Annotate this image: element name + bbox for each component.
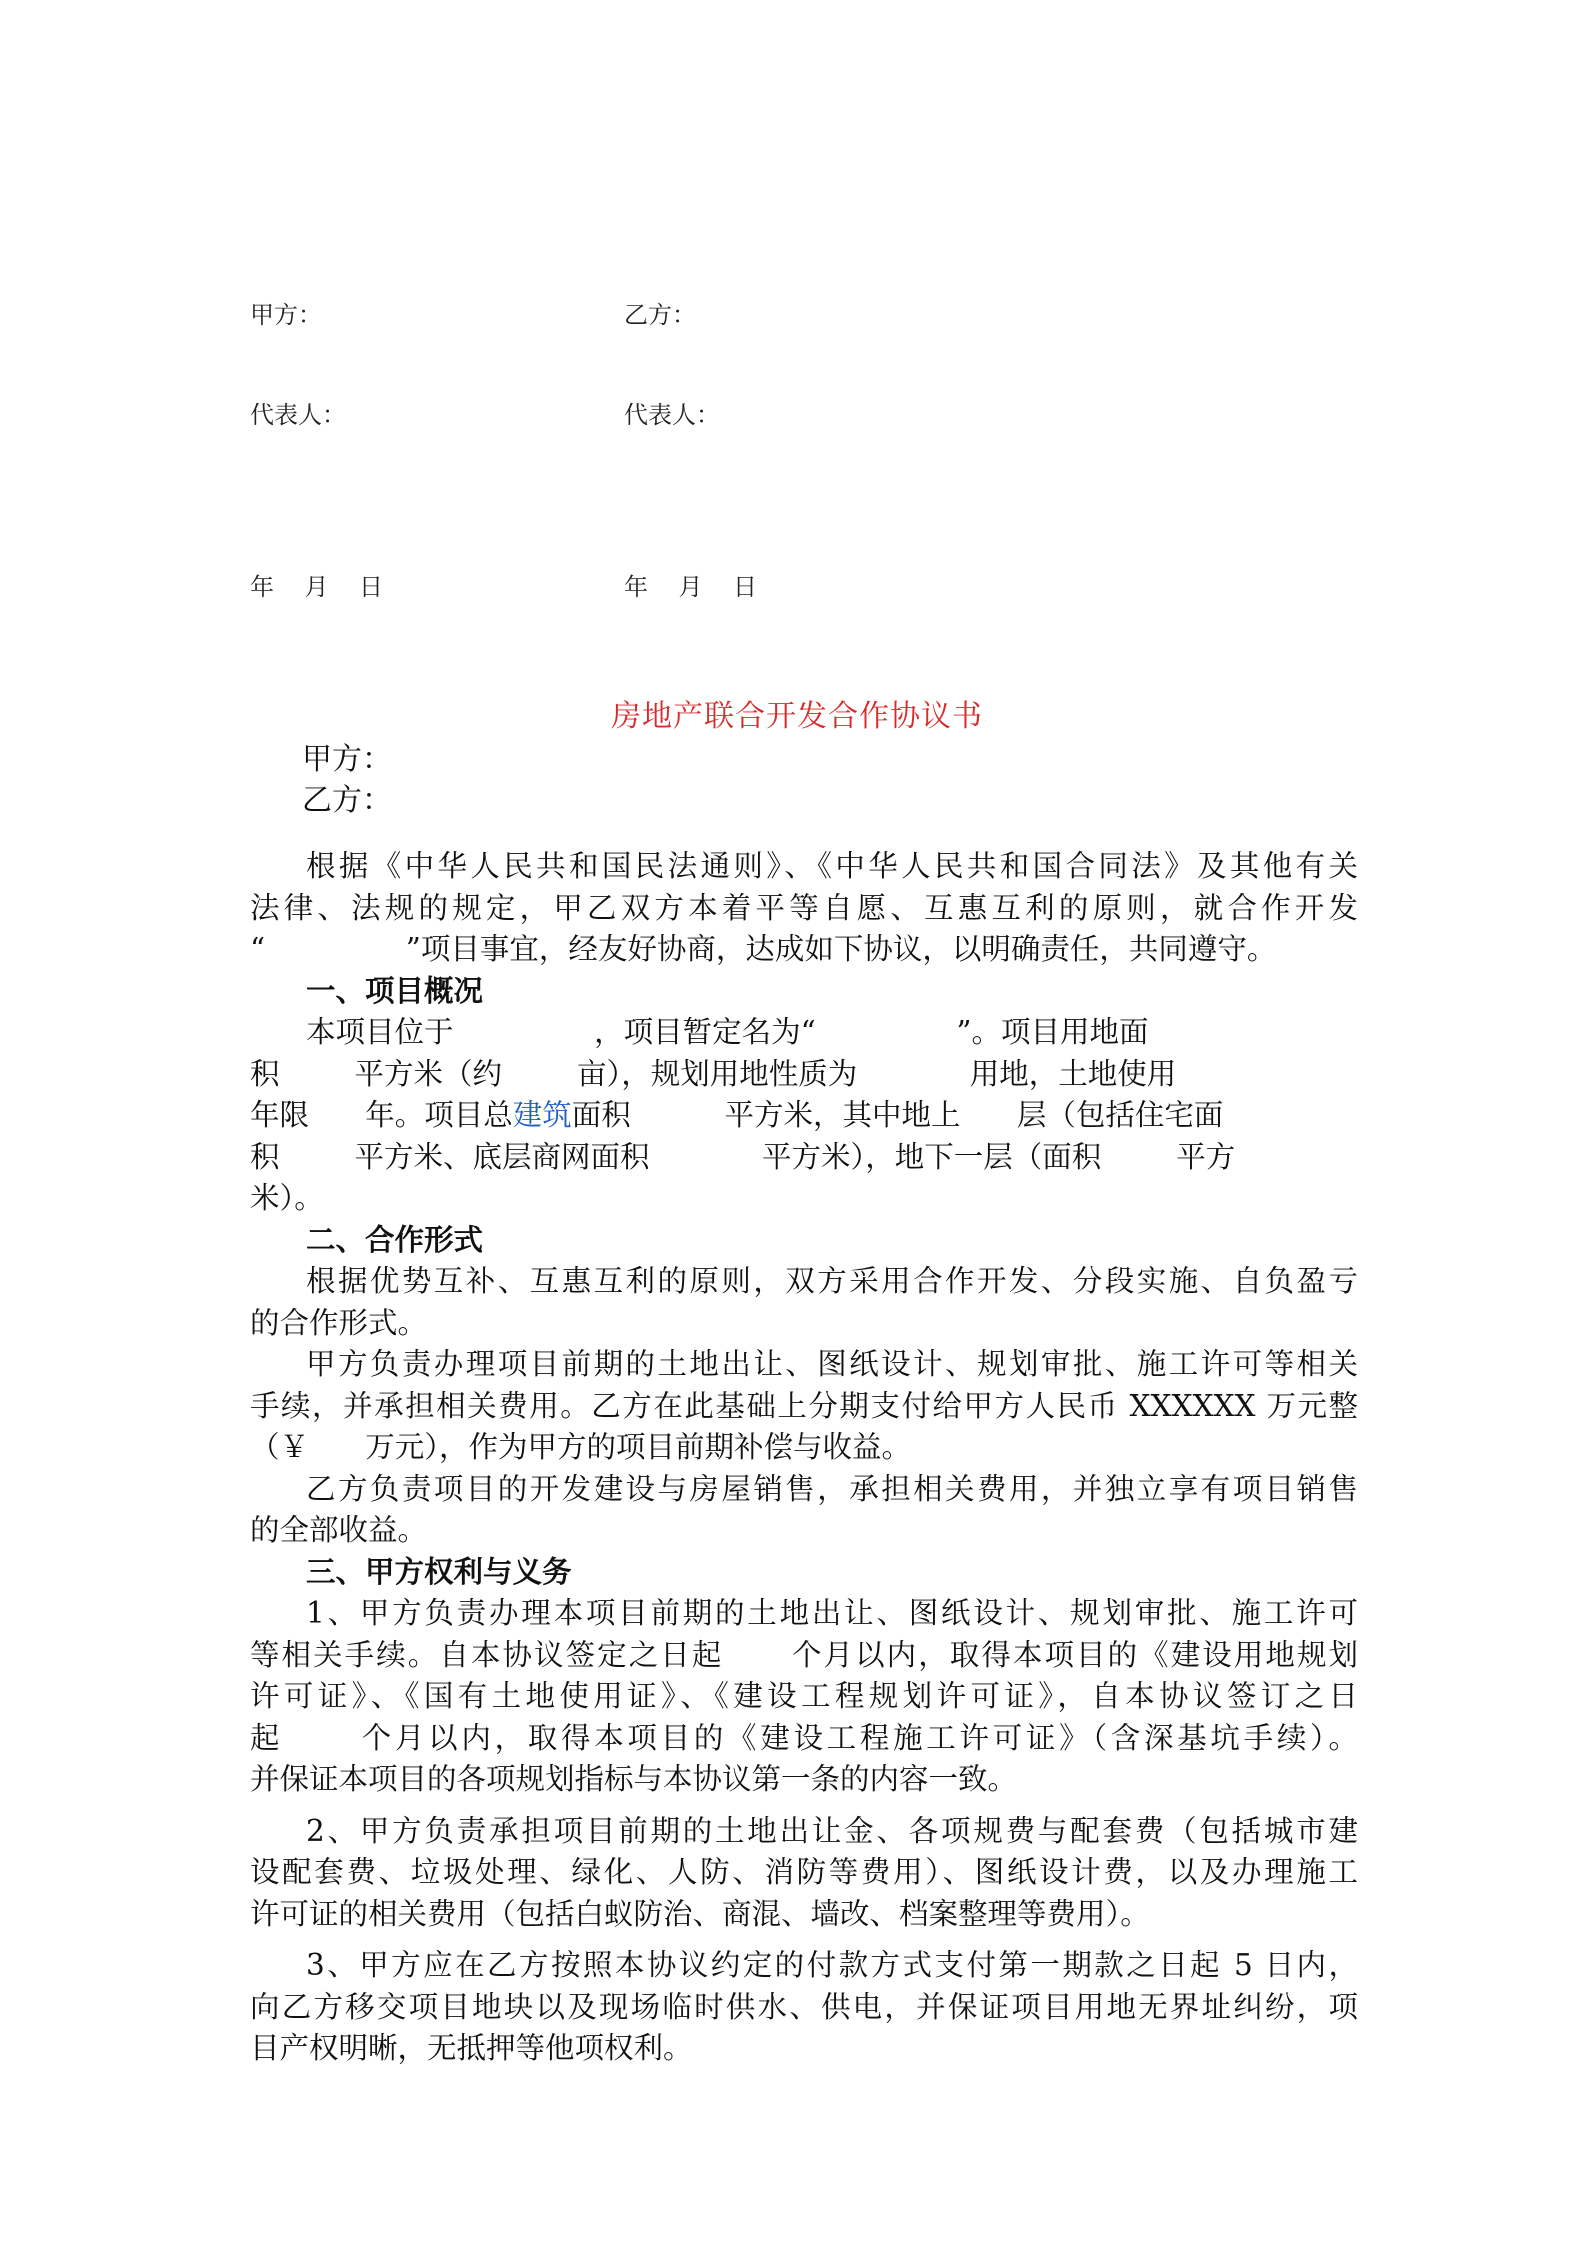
- s3-line: 1、甲方负责办理本项目前期的土地出让、图纸设计、规划审批、施工许可: [306, 1596, 1358, 1630]
- s3-line: 起 个月以内，取得本项目的《建设工程施工许可证》（含深基坑手续）。: [250, 1720, 1358, 1755]
- paragraph-gap: [250, 1801, 1358, 1811]
- signature-party-a: 甲方：: [250, 301, 322, 329]
- s1-line-part: 年限 年。项目总: [250, 1098, 513, 1132]
- signature-party-b: 乙方：: [624, 301, 696, 329]
- s1-line: 积 平方米、底层商网面积 平方米），地下一层（面积 平方: [250, 1139, 1236, 1174]
- intro-line: 根据《中华人民共和国民法通则》、《中华人民共和国合同法》及其他有关: [306, 849, 1358, 883]
- s1-line: 米）。: [250, 1181, 324, 1215]
- s2-line: 甲方负责办理项目前期的土地出让、图纸设计、规划审批、施工许可等相关: [306, 1347, 1358, 1381]
- section-heading: 三、甲方权利与义务: [306, 1554, 572, 1589]
- doc-party-b: 乙方：: [302, 783, 392, 818]
- s2-line: 手续，并承担相关费用。乙方在此基础上分期支付给甲方人民币 XXXXXX 万元整: [250, 1388, 1358, 1423]
- signature-date-b: 年 月 日: [624, 573, 758, 601]
- intro-line: 法律、法规的规定，甲乙双方本着平等自愿、互惠互利的原则，就合作开发: [250, 890, 1358, 925]
- s3-line: 并保证本项目的各项规划指标与本协议第一条的内容一致。: [250, 1762, 1018, 1796]
- s2-line: （￥ 万元），作为甲方的项目前期补偿与收益。: [250, 1430, 912, 1464]
- section-heading: 二、合作形式: [306, 1222, 484, 1257]
- doc-party-a: 甲方：: [302, 742, 392, 777]
- s1-line-part: 面积 平方米，其中地上 层（包括住宅面: [571, 1098, 1224, 1132]
- intro-line: “ ”项目事宜，经友好协商，达成如下协议，以明确责任，共同遵守。: [250, 932, 1277, 966]
- s3-line: 向乙方移交项目地块以及现场临时供水、供电，并保证项目用地无界址纠纷，项: [250, 1989, 1358, 2024]
- signature-rep-b: 代表人：: [624, 401, 720, 429]
- section-heading: 一、项目概况: [306, 973, 484, 1008]
- s1-line: [250, 1095, 1358, 1137]
- paragraph-gap: [250, 1935, 1358, 1945]
- s3-line: 许可证》、《国有土地使用证》、《建设工程规划许可证》，自本协议签订之日: [250, 1679, 1358, 1713]
- s3-line: 许可证的相关费用（包括白蚁防治、商混、墙改、档案整理等费用）。: [250, 1896, 1150, 1931]
- signature-rep-a: 代表人：: [250, 401, 346, 429]
- s2-line: 根据优势互补、互惠互利的原则，双方采用合作开发、分段实施、自负盈亏: [306, 1264, 1358, 1298]
- s2-line: 的合作形式。: [250, 1305, 428, 1340]
- s1-line: 本项目位于 ，项目暂定名为“ ”。项目用地面: [306, 1015, 1149, 1049]
- s2-line: 的全部收益。: [250, 1513, 428, 1547]
- s3-line: 目产权明晰，无抵押等他项权利。: [250, 2031, 693, 2065]
- s3-line: 2、甲方负责承担项目前期的土地出让金、各项规费与配套费（包括城市建: [306, 1813, 1358, 1848]
- document-body: [250, 846, 1358, 2070]
- signature-date-a: 年 月 日: [250, 573, 384, 601]
- s3-line: 3、甲方应在乙方按照本协议约定的付款方式支付第一期款之日起 5 日内，: [306, 1948, 1358, 1982]
- s3-line: 设配套费、垃圾处理、绿化、人防、消防等费用）、图纸设计费，以及办理施工: [250, 1855, 1358, 1889]
- s2-line: 乙方负责项目的开发建设与房屋销售，承担相关费用，并独立享有项目销售: [306, 1471, 1358, 1506]
- s3-line: 等相关手续。自本协议签定之日起 个月以内，取得本项目的《建设用地规划: [250, 1637, 1358, 1672]
- document-title: 房地产联合开发合作协议书: [611, 699, 983, 734]
- s1-line: 积 平方米（约 亩），规划用地性质为 用地，土地使用: [250, 1056, 1177, 1091]
- s1-link-jianzhu: 建筑: [512, 1098, 572, 1132]
